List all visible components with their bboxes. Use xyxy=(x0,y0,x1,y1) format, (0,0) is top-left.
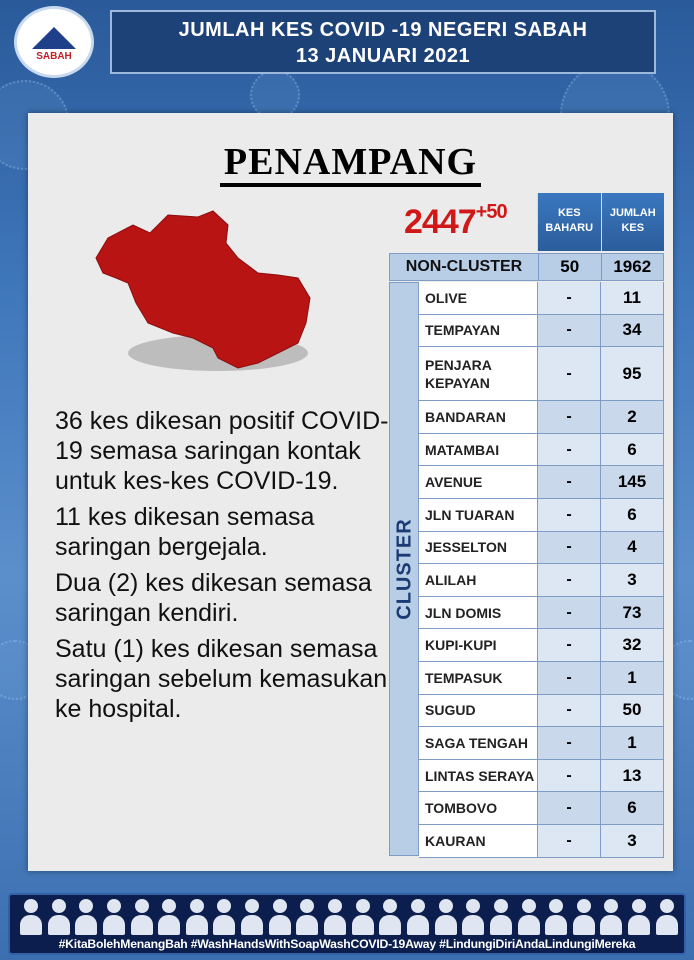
cluster-name: JLN DOMIS xyxy=(419,597,537,629)
cluster-new: - xyxy=(537,727,600,759)
person-icon xyxy=(48,899,70,937)
cluster-total: 3 xyxy=(600,564,663,596)
cluster-name: JESSELTON xyxy=(419,532,537,564)
cluster-name: AVENUE xyxy=(419,466,537,498)
description-line: Dua (2) kes dikesan semasa saringan kendiri. xyxy=(55,569,372,627)
table-row xyxy=(419,315,664,348)
cluster-new: - xyxy=(537,532,600,564)
person-icon xyxy=(379,899,401,937)
table-row xyxy=(419,532,664,565)
table-row xyxy=(419,825,664,858)
person-icon xyxy=(186,899,208,937)
person-icon xyxy=(269,899,291,937)
person-icon xyxy=(545,899,567,937)
cluster-total: 11 xyxy=(600,282,663,314)
sabah-logo xyxy=(14,6,94,78)
hashtags: #KitaBolehMenangBah #WashHandsWithSoapWashCOVID-19Away #LindungiDiriAndaLindungiMereka xyxy=(58,937,636,951)
cluster-total: 13 xyxy=(600,760,663,792)
cluster-name: TOMBOVO xyxy=(419,792,537,824)
cluster-new: - xyxy=(537,695,600,727)
district-card xyxy=(28,113,673,871)
cluster-total: 145 xyxy=(600,466,663,498)
cluster-total: 2 xyxy=(600,401,663,433)
cluster-name: JLN TUARAN xyxy=(419,499,537,531)
table-row xyxy=(419,629,664,662)
cluster-name: KUPI-KUPI xyxy=(419,629,537,661)
new-cases: +50 xyxy=(475,201,507,223)
cluster-name: TEMPASUK xyxy=(419,662,537,694)
person-icon xyxy=(103,899,125,937)
person-icon xyxy=(324,899,346,937)
person-icon xyxy=(20,899,42,937)
cluster-name: TEMPAYAN xyxy=(419,315,537,347)
table-row xyxy=(419,760,664,793)
description-line: 36 kes dikesan positif COVID-19 semasa saringan kontak untuk kes-kes COVID-19. xyxy=(55,407,389,495)
cluster-total: 34 xyxy=(600,315,663,347)
cluster-new: - xyxy=(537,760,600,792)
total-cases: $2447^{+50}$ xyxy=(404,201,507,241)
person-icon xyxy=(241,899,263,937)
cluster-label: CLUSTER xyxy=(389,282,419,856)
cluster-name: MATAMBAI xyxy=(419,434,537,466)
table-row xyxy=(419,434,664,467)
table-header xyxy=(537,193,664,251)
cluster-name: ALILAH xyxy=(419,564,537,596)
cluster-total: 6 xyxy=(600,792,663,824)
cluster-new: - xyxy=(537,499,600,531)
table-row xyxy=(419,401,664,434)
person-icon xyxy=(435,899,457,937)
cluster-total: 32 xyxy=(600,629,663,661)
cluster-total: 1 xyxy=(600,727,663,759)
logo-text: SABAH xyxy=(36,50,72,62)
person-icon xyxy=(628,899,650,937)
description-line: 11 kes dikesan semasa saringan bergejala. xyxy=(55,503,315,561)
cluster-total: 4 xyxy=(600,532,663,564)
table-row xyxy=(419,282,664,315)
non-cluster-label: NON-CLUSTER xyxy=(405,258,523,275)
non-cluster-row xyxy=(389,253,664,281)
cluster-name: SAGA TENGAH xyxy=(419,727,537,759)
person-icon xyxy=(213,899,235,937)
cluster-name: PENJARA KEPAYAN xyxy=(419,347,537,400)
table-row xyxy=(419,499,664,532)
cluster-total: 3 xyxy=(600,825,663,857)
table-row xyxy=(419,695,664,728)
cluster-new: - xyxy=(537,434,600,466)
col-total-cases: JUMLAH KES xyxy=(601,193,665,251)
person-icon xyxy=(296,899,318,937)
person-icon xyxy=(158,899,180,937)
cluster-new: - xyxy=(537,466,600,498)
cluster-total: 6 xyxy=(600,499,663,531)
person-icon xyxy=(462,899,484,937)
table-row xyxy=(419,792,664,825)
person-icon xyxy=(573,899,595,937)
cluster-name: LINTAS SERAYA xyxy=(419,760,537,792)
table-row xyxy=(419,597,664,630)
cluster-name: SUGUD xyxy=(419,695,537,727)
person-icon xyxy=(407,899,429,937)
cluster-total: 1 xyxy=(600,662,663,694)
cluster-total: 73 xyxy=(600,597,663,629)
cluster-new: - xyxy=(537,629,600,661)
cluster-new: - xyxy=(537,564,600,596)
district-title: PENAMPANG xyxy=(28,140,673,184)
person-icon xyxy=(518,899,540,937)
cluster-rows xyxy=(419,282,664,858)
non-cluster-new: 50 xyxy=(538,254,601,280)
cluster-new: - xyxy=(537,282,600,314)
district-map xyxy=(88,203,318,393)
person-icon xyxy=(600,899,622,937)
page-header xyxy=(110,10,656,74)
table-row xyxy=(419,564,664,597)
description-line: Satu (1) kes dikesan semasa saringan sebelum kemasukan ke hospital. xyxy=(55,635,388,723)
table-row xyxy=(419,466,664,499)
col-new-cases: KES BAHARU xyxy=(537,193,601,251)
table-row xyxy=(419,727,664,760)
cluster-new: - xyxy=(537,825,600,857)
cluster-new: - xyxy=(537,315,600,347)
person-icon xyxy=(131,899,153,937)
person-icon xyxy=(656,899,678,937)
mountain-icon xyxy=(32,27,76,49)
cluster-total: 6 xyxy=(600,434,663,466)
cluster-name: BANDARAN xyxy=(419,401,537,433)
cluster-name: OLIVE xyxy=(419,282,537,314)
header-title: JUMLAH KES COVID -19 NEGERI SABAH xyxy=(178,19,588,41)
cluster-new: - xyxy=(537,662,600,694)
header-date: 13 JANUARI 2021 xyxy=(295,45,471,67)
cluster-new: - xyxy=(537,401,600,433)
person-icon xyxy=(352,899,374,937)
non-cluster-total: 1962 xyxy=(601,254,664,280)
table-row xyxy=(419,662,664,695)
table-row xyxy=(419,347,664,401)
footer-banner xyxy=(8,893,686,955)
description xyxy=(55,406,395,730)
cluster-new: - xyxy=(537,597,600,629)
cluster-name: KAURAN xyxy=(419,825,537,857)
person-icon xyxy=(490,899,512,937)
cluster-new: - xyxy=(537,792,600,824)
cluster-total: 95 xyxy=(600,347,663,400)
person-icon xyxy=(75,899,97,937)
people-icons xyxy=(20,899,678,937)
cluster-new: - xyxy=(537,347,600,400)
cluster-total: 50 xyxy=(600,695,663,727)
